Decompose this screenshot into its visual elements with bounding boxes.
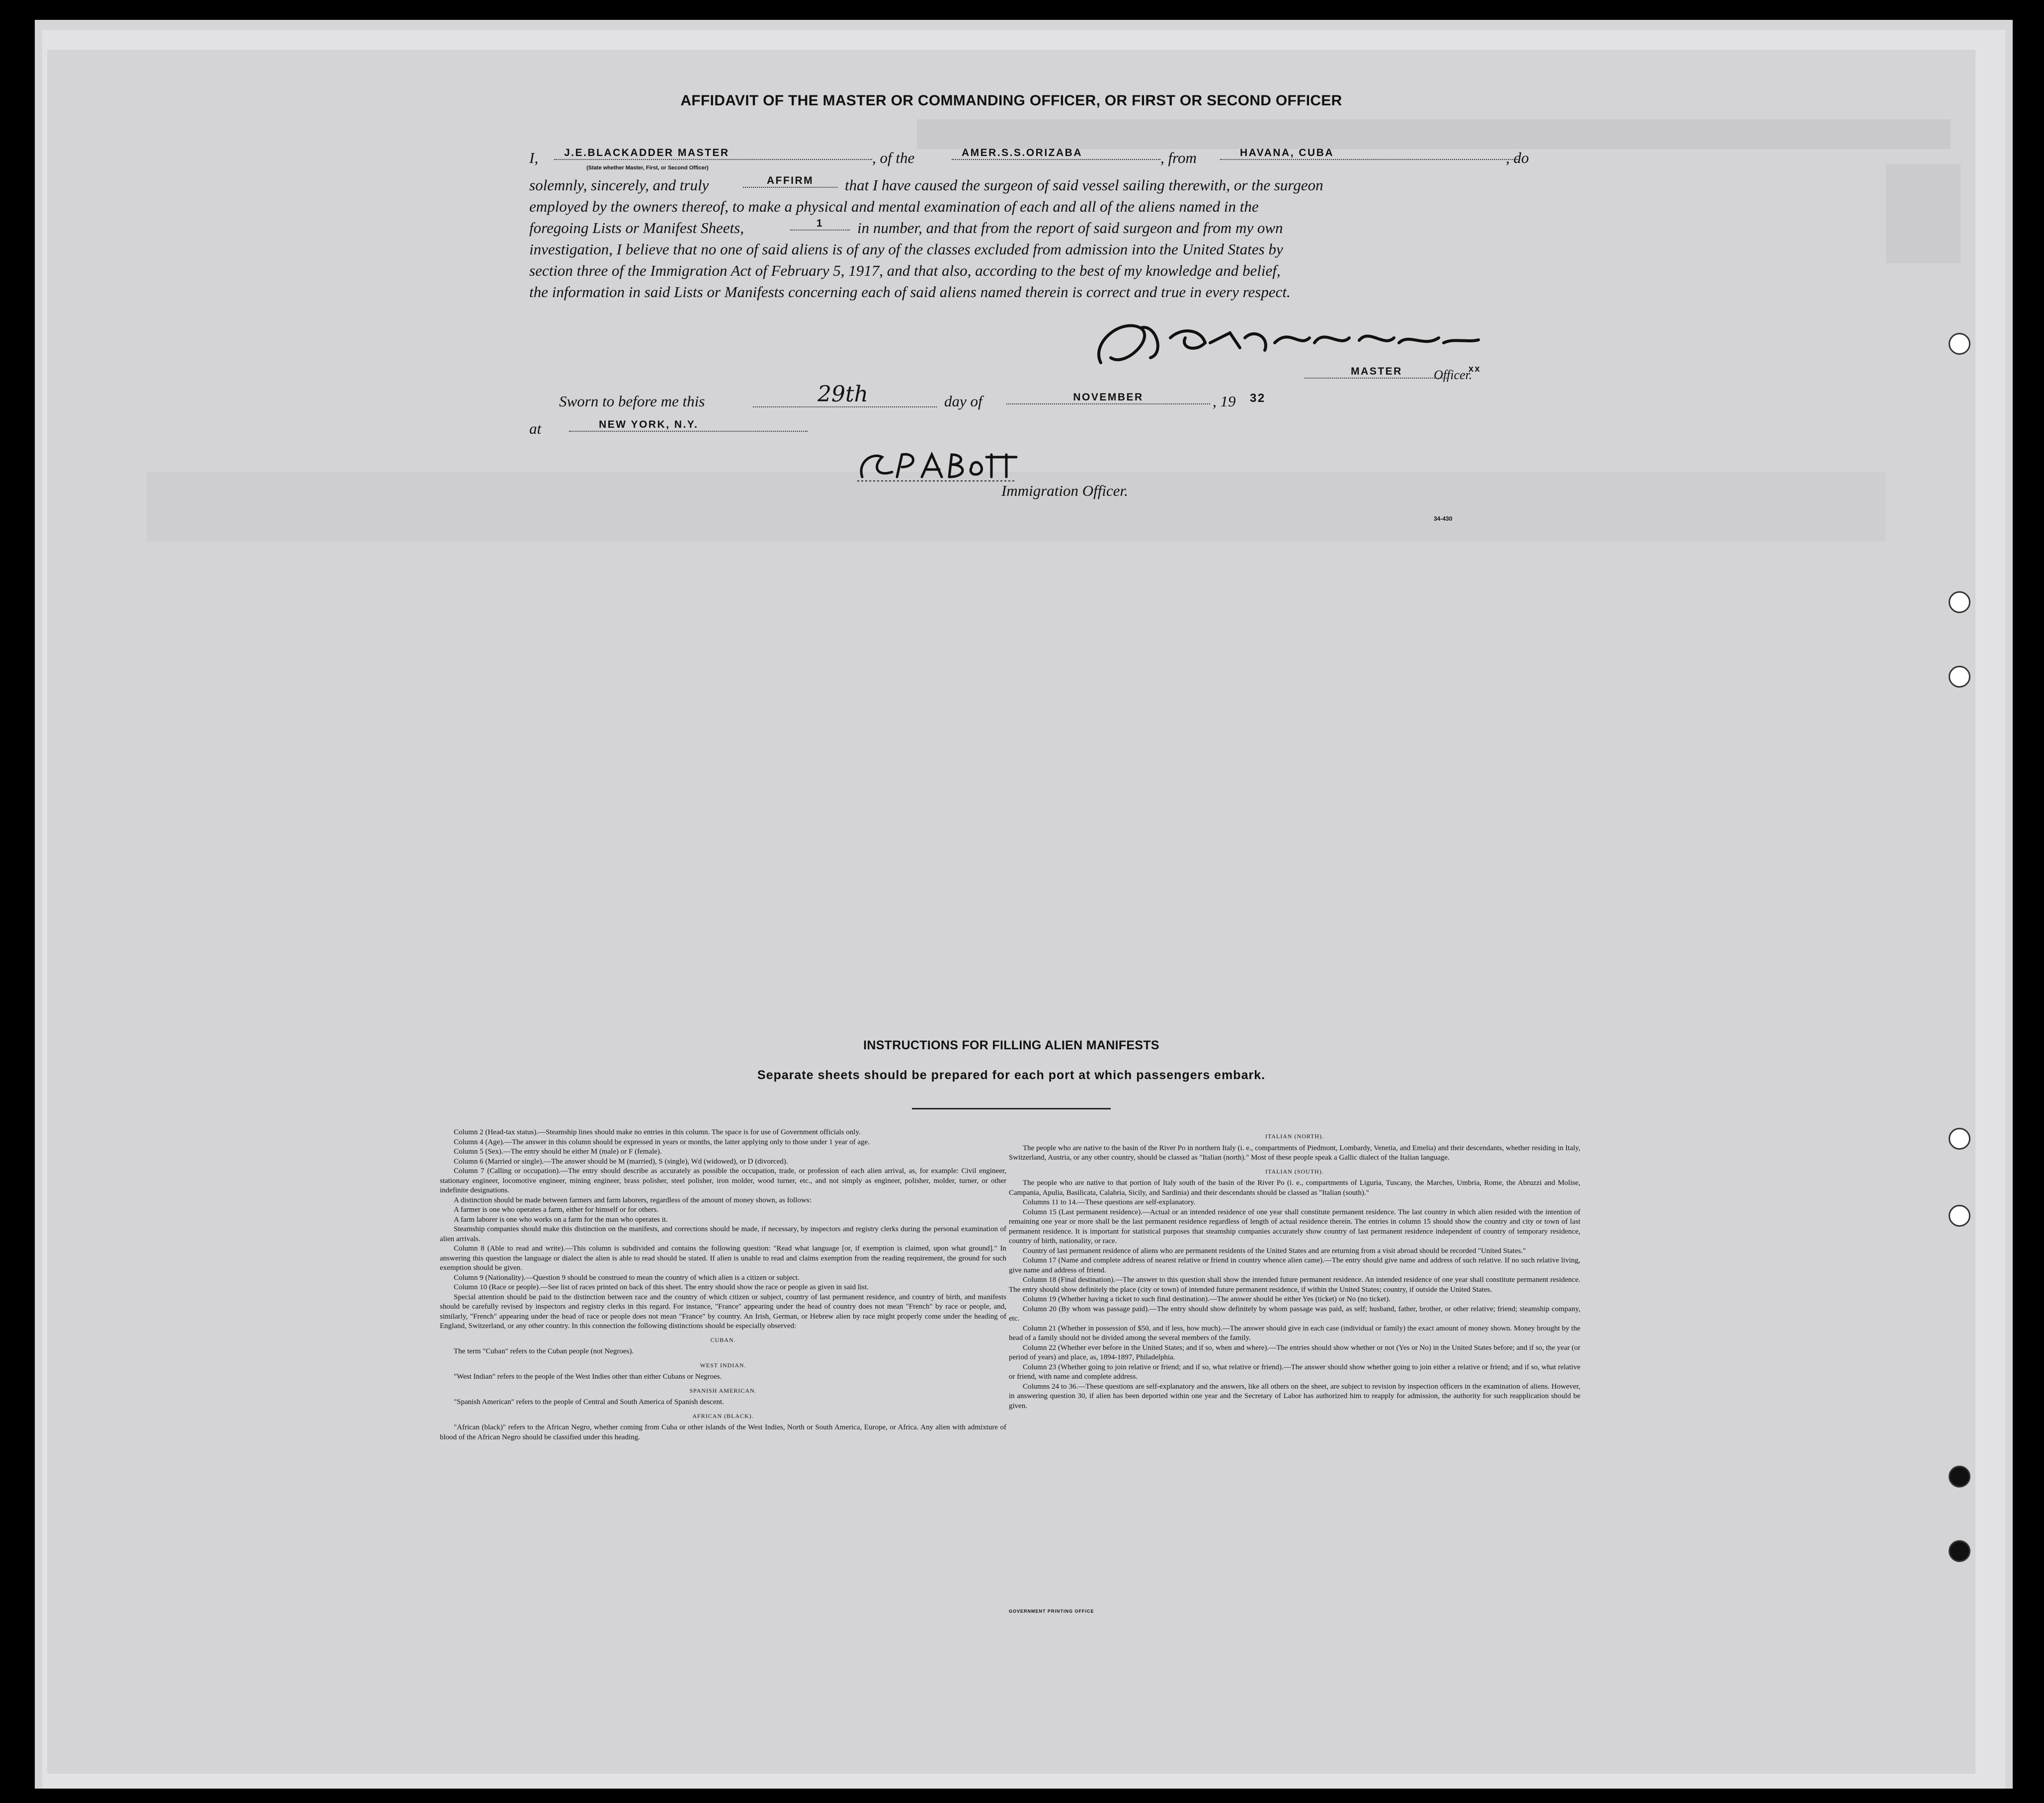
instruction-paragraph: Column 5 (Sex).—The entry should be either M (male) or F (female).: [454, 1148, 662, 1156]
instruction-paragraph: Columns 24 to 36.—These questions are self-explanatory and the answers, like all others on the sheet, are subject to revision by inspection officers in the examination of aliens. However, in answering question 30, if alien has been deported within one year and the Secretary of Labor has authorized him to reapply for admission, the authority for such reapplication should be given.: [1009, 1382, 1580, 1410]
instruction-paragraph: "Spanish American" refers to the people of Central and South America of Spanish descent.: [454, 1398, 724, 1407]
instruction-paragraph: The people who are native to the basin of the River Po in northern Italy (i. e., compartments of Piedmont, Lombardy, Venetia, and Emelia) and their descendants, whether residing in Italy, Switzerland, Austria, or any other country, should be classed as "Italian (north)." Most of these people speak a Gallic dialect of the Italian language.: [1009, 1144, 1580, 1162]
bleed-through-shadow: [917, 119, 1951, 149]
affidavit-line5: investigation, I believe that no one of said aliens is of any of the classes excluded from admission into the United States by: [529, 240, 1283, 258]
master-signature: [1081, 308, 1488, 373]
from-label: , from: [1160, 149, 1197, 166]
sheets-field: 1: [790, 218, 850, 231]
immigration-officer-label: Immigration Officer.: [1001, 482, 1128, 499]
instruction-paragraph: A farmer is one who operates a farm, either for himself or for others.: [454, 1206, 658, 1214]
year-field: 32: [1250, 392, 1266, 405]
form-number: 34-430: [1434, 515, 1453, 522]
printer-note: GOVERNMENT PRINTING OFFICE: [1009, 1609, 1094, 1614]
instruction-paragraph: A farm laborer is one who works on a farm for the man who operates it.: [454, 1215, 668, 1224]
do-label: , do: [1506, 149, 1529, 166]
affidavit-line7: the information in said Lists or Manifests concerning each of said aliens named therein is correct and true in every respect.: [529, 283, 1291, 301]
manifest-page: [47, 50, 1975, 1774]
instruction-paragraph: Column 9 (Nationality).—Question 9 should be construed to mean the country of which alien is a citizen or subject.: [454, 1273, 800, 1282]
place-field: NEW YORK, N.Y.: [569, 419, 808, 432]
instruction-paragraph: Column 18 (Final destination).—The answer to this question shall show the intended future permanent residence. An intended residence of one year shall constitute permanent residence. The entry should show definitely the place (city or town) of intended future permanent residence, if within the United States; country, if outside the United States.: [1009, 1276, 1580, 1294]
instruction-paragraph: The people who are native to that portion of Italy south of the basin of the River Po (i. e., compartments of Liguria, Tuscany, the Marches, Umbria, Rome, the Abruzzi and Molise, Campania, Apulia, Basilicata, Calabria, Sicily, and Sardinia) and their descendants should be classed as "Italian (south).": [1009, 1179, 1580, 1197]
officer-marks: xx: [1469, 364, 1481, 374]
instructions-subtitle: Separate sheets should be prepared for each port at which passengers embark.: [757, 1068, 1266, 1082]
immigration-officer-signature: [852, 442, 1021, 487]
instruction-paragraph: "African (black)" refers to the African Negro, whether coming from Cuba or other islands of the West Indies, North or South America, Europe, or Africa. Any alien with admixture of blood of the African Negro should be classified under this heading.: [440, 1423, 1006, 1441]
punch-hole: [1949, 333, 1970, 355]
instruction-paragraph: Column 10 (Race or people).—See list of races printed on back of this sheet. The entry should show the race or people as given in said list.: [454, 1283, 869, 1291]
instruction-paragraph: Column 6 (Married or single).—The answer should be M (married), S (single), Wd (widowed), or D (divorced).: [454, 1157, 788, 1166]
instruction-heading: ITALIAN (SOUTH).: [1265, 1168, 1324, 1175]
instructions-left-column: [440, 1128, 1006, 1442]
officer-label: Officer.: [1434, 368, 1472, 382]
at-label: at: [529, 420, 542, 437]
punch-hole: [1949, 1205, 1970, 1227]
instruction-heading: AFRICAN (BLACK).: [692, 1412, 754, 1419]
instruction-paragraph: The term "Cuban" refers to the Cuban people (not Negroes).: [454, 1347, 634, 1356]
day-field: [753, 382, 937, 407]
instruction-paragraph: Special attention should be paid to the distinction between race and the country of which citizen or subject, country of last permanent residence, and country of birth, and manifests should be carefully revised by inspectors and registry clerks in this regard. For instance, "France" appearing under the head of country does not mean "French" by race or people, and, similarly, "French" appearing under the head of race or people does not mean "France" by country. An Irish, German, or Hebrew alien by race might properly come under the heading of England, Switzerland, or any other country. In this connection the following distinctions should be especially observed:: [440, 1293, 1006, 1330]
punch-hole: [1949, 1128, 1970, 1150]
instruction-paragraph: A distinction should be made between farmers and farm laborers, regardless of the amount of money shown, as follows:: [454, 1196, 812, 1204]
instruction-paragraph: Column 15 (Last permanent residence).—Actual or an intended residence of one year shall constitute permanent residence. The last country in which alien resided with the intention of remaining one year or more shall be the last permanent residence regardless of length of actual residence therein. The entries in column 15 should show the country and city or town of last permanent residence. It is important for statistical purposes that steamship companies accurately show country of last permanent residence independent of country of temporary residence, country of birth, nationality, or race.: [1009, 1208, 1580, 1246]
day-of-label: day of: [944, 392, 982, 410]
affidavit-line6: section three of the Immigration Act of February 5, 1917, and that also, according to the best of my knowledge and belief,: [529, 262, 1281, 279]
affidavit-i: I,: [529, 149, 539, 166]
affidavit-line2-b: that I have caused the surgeon of said vessel sailing therewith, or the surgeon: [845, 176, 1323, 194]
instructions-right-column: [1009, 1128, 1580, 1411]
instruction-paragraph: Column 7 (Calling or occupation).—The entry should describe as accurately as possible the occupation, trade, or profession of each alien arrival, as, for example: Civil engineer, stationary engineer, locomotive engineer, mining engineer, brass polisher, steel polisher, iron molder, wood turner, etc., and not simply as engineer, polisher, molder, turner, or other indefinite designations.: [440, 1167, 1006, 1194]
instruction-paragraph: Column 2 (Head-tax status).—Steamship lines should make no entries in this column. The space is for use of Government officials only.: [454, 1128, 861, 1136]
affidavit-line4-b: in number, and that from the report of said surgeon and from my own: [857, 219, 1283, 236]
instruction-paragraph: Columns 11 to 14.—These questions are self-explanatory.: [1023, 1198, 1196, 1207]
instruction-paragraph: Column 22 (Whether ever before in the United States; and if so, when and where).—The entries should show whether or not (Yes or No) in the United States before; and if so, the year (or period of years) and place, as, 1894-1897, Philadelphia.: [1009, 1343, 1580, 1362]
instruction-paragraph: Column 8 (Able to read and write).—This column is subdivided and contains the following question: "Read what language [or, if exemption is claimed, upon what ground]." In answering this question the language or dialect the alien is able to read should be stated. If alien is unable to read and claims exemption from the reading requirement, the ground for such exemption should be given.: [440, 1245, 1006, 1272]
instruction-heading: ITALIAN (NORTH).: [1265, 1133, 1324, 1140]
vessel-field: AMER.S.S.ORIZABA: [952, 147, 1160, 160]
instruction-paragraph: Column 21 (Whether in possession of $50, and if less, how much).—The answer should give in each case (individual or family) the exact amount of money shown. Money brought by the head of a family should not be divided among the several members of the family.: [1009, 1324, 1580, 1342]
day-value: 29th: [818, 382, 869, 407]
month-field: NOVEMBER: [1006, 392, 1210, 404]
affidavit-line3: employed by the owners thereof, to make a physical and mental examination of each and all of the aliens named in the: [529, 198, 1259, 215]
year-prefix: , 19: [1213, 392, 1236, 410]
punch-hole: [1949, 666, 1970, 688]
instruction-heading: WEST INDIAN.: [700, 1361, 746, 1369]
instruction-heading: CUBAN.: [710, 1336, 736, 1343]
affidavit-title: AFFIDAVIT OF THE MASTER OR COMMANDING OFFICER, OR FIRST OR SECOND OFFICER: [680, 92, 1342, 109]
officer-rank-field: MASTER: [1305, 366, 1449, 379]
instruction-paragraph: "West Indian" refers to the people of the West Indies other than either Cubans or Negroes.: [454, 1373, 722, 1381]
punch-hole: [1949, 591, 1970, 613]
instruction-paragraph: Column 4 (Age).—The answer in this column should be expressed in years or months, the latter applying only to those under 1 year of age.: [454, 1138, 870, 1146]
instruction-paragraph: Column 23 (Whether going to join relative or friend; and if so, what relative or friend).—The answer should show whether going to join either a relative or friend; and if so, what relative or friend, with name and complete address.: [1009, 1363, 1580, 1381]
of-the-label: , of the: [872, 149, 915, 166]
instruction-paragraph: Steamship companies should make this distinction on the manifests, and corrections should be made, if necessary, by inspectors and registry clerks during the personal examination of alien arrivals.: [440, 1225, 1006, 1243]
instruction-paragraph: Column 20 (By whom was passage paid).—The entry should show definitely by whom passage was paid, as self; husband, father, brother, or other relative; friend; steamship company, etc.: [1009, 1305, 1580, 1323]
port-field: HAVANA, CUBA: [1220, 147, 1518, 160]
punch-hole: [1949, 1466, 1970, 1488]
sworn-label: Sworn to before me this: [559, 392, 705, 410]
instruction-paragraph: Column 19 (Whether having a ticket to such final destination).—The answer should be either Yes (ticket) or No (no ticket).: [1023, 1295, 1390, 1304]
instructions-title: INSTRUCTIONS FOR FILLING ALIEN MANIFESTS: [863, 1038, 1159, 1052]
affidavit-line2-a: solemnly, sincerely, and truly: [529, 176, 709, 194]
instruction-paragraph: Column 17 (Name and complete address of nearest relative or friend in country whence alien came).—The entry should give name and address of such relative. If no such relative living, give name and address of friend.: [1009, 1256, 1580, 1274]
affidavit-line4-a: foregoing Lists or Manifest Sheets,: [529, 219, 744, 236]
punch-hole: [1949, 1540, 1970, 1562]
bleed-through-shadow-2: [1886, 164, 1961, 263]
master-name-field: J.E.BLACKADDER MASTER: [554, 147, 872, 160]
instruction-heading: SPANISH AMERICAN.: [689, 1387, 757, 1394]
oath-field: AFFIRM: [743, 175, 837, 188]
rank-note: (State whether Master, First, or Second Officer): [586, 165, 709, 171]
instructions-rule: [912, 1108, 1111, 1109]
instruction-paragraph: Country of last permanent residence of aliens who are permanent residents of the United States and are returning from a visit abroad should be recorded "United States.": [1023, 1247, 1526, 1255]
